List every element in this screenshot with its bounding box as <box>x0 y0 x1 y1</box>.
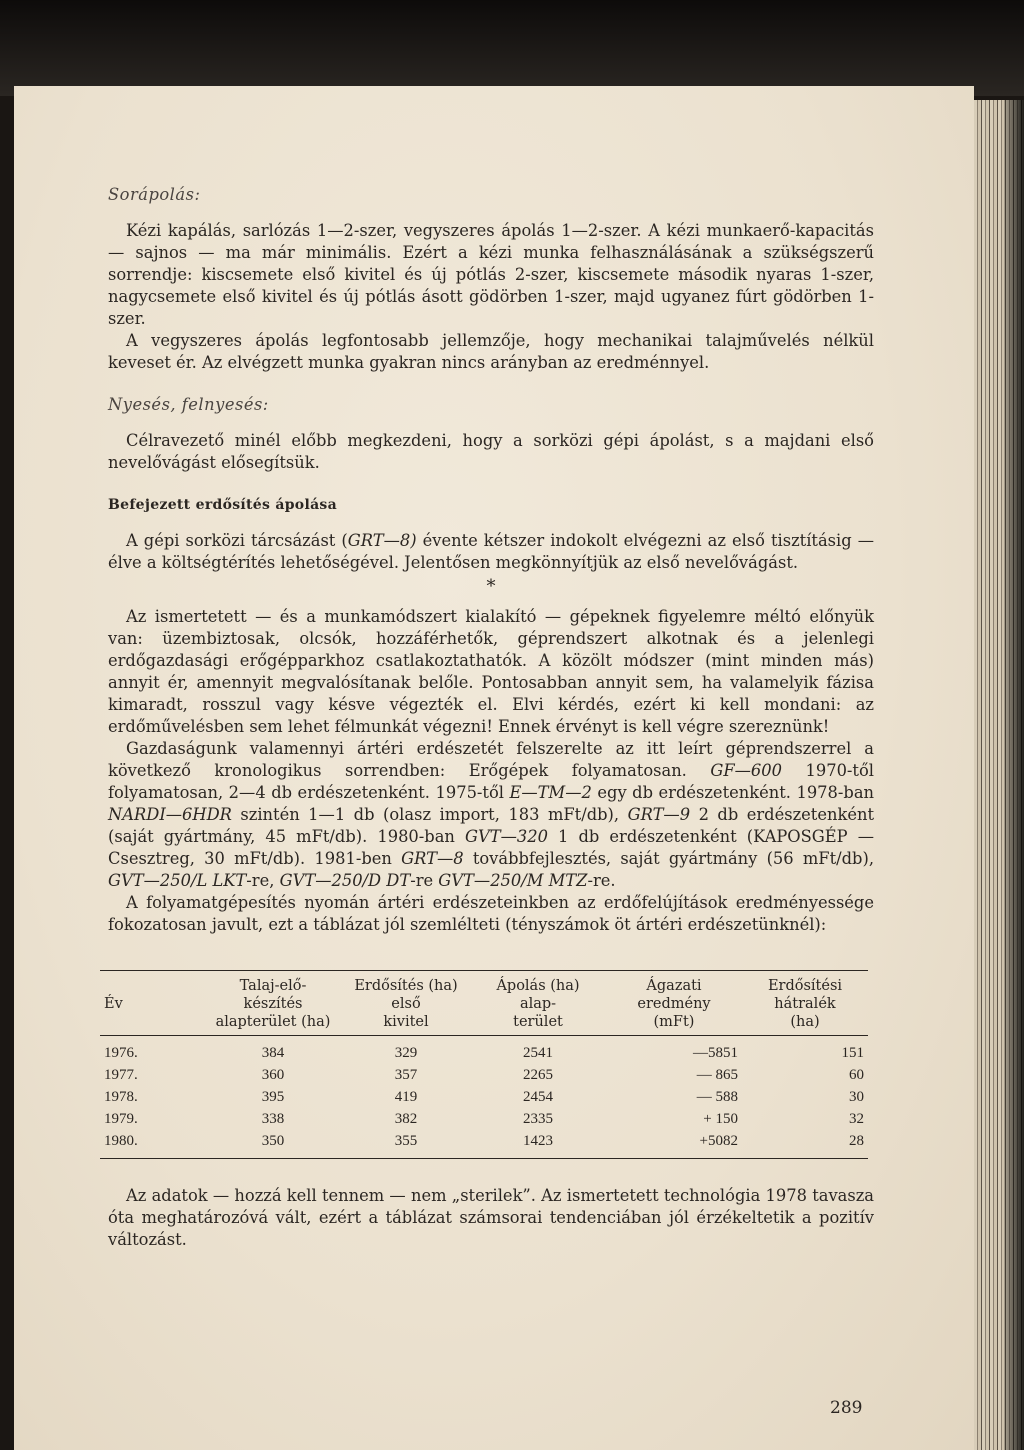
header-ev: Év <box>100 971 204 1032</box>
text-segment: évente kétszer indokolt elvégezni az első tisztításig — élve a költségtérítés lehetőségével. Jelentősen megkönnyítjük az első nevelővágást. <box>108 531 874 572</box>
heading-sorapolas: Sorápolás: <box>108 185 201 204</box>
text-segment: -re <box>410 871 439 890</box>
cell-erdosites: 329 <box>394 1045 418 1061</box>
section-divider-asterisk: * <box>486 576 496 597</box>
cell-apolas: 2265 <box>523 1067 553 1083</box>
text-segment: szintén 1—1 db (olasz import, 183 mFt/db), <box>231 805 628 824</box>
header-hatralek: Erdősítési hátralék (ha) <box>742 971 868 1032</box>
cell-agazati: + 150 <box>703 1111 738 1127</box>
paragraph-sorapolas-2: A vegyszeres ápolás legfontosabb jellemzője, hogy mechanikai talajművelés nélkül keveset ér. Az elvégzett munka gyakran nincs arányban az eredménnyel. <box>108 331 874 372</box>
machine-model: GRT—8 <box>401 849 464 868</box>
cell-talaj: 350 <box>204 1130 342 1159</box>
table-row <box>100 1130 868 1159</box>
paragraph-sorapolas-1: Kézi kapálás, sarlózás 1—2-szer, vegyszeres ápolás 1—2-szer. A kézi munkaerő-kapacitás — sajnos — ma már minimális. Ezért a kézi munka felhasználásának a szükségszerű sorrendje: kiscsemete első kivitel és új pótlás 2-szer, kiscsemete második nyaras 1-szer, nagycsemete első kivitel és új pótlás ásott gödörben 1-szer, majd ugyanez fúrt gödörben 1-szer. <box>108 221 874 328</box>
table-row <box>100 1064 868 1086</box>
book-edge-shadow <box>1004 100 1024 1450</box>
machine-model: GVT—250/M MTZ <box>438 871 588 890</box>
cell-talaj: 338 <box>261 1111 285 1127</box>
paragraph-ismertetett: Az ismertetett — és a munkamódszert kialakító — gépeknek figyelemre méltó előnyük van: üzembiztosak, olcsók, hozzáférhetők, géprendszert alkotnak és a jelenlegi erdőgazdasági erőgépparkhoz csatlakoztathatók. A közölt módszer (mint minden más) annyit ér, amennyit megvalósítanak belőle. Pontosabban annyit sem, ha valamelyik fázisa kimaradt, rosszul vagy késve végezték el. Elvi kérdés, ezért ki kell mondani: az erdőművelésben sem lehet félmunkát végezni! Ennek érvényt is kell végre szereznünk! <box>108 607 874 736</box>
cell-agazati: —5851 <box>693 1045 738 1061</box>
results-table <box>100 970 868 1159</box>
cell-hatralek: 60 <box>849 1067 864 1083</box>
cell-talaj: 395 <box>261 1089 285 1105</box>
cell-erdosites: 357 <box>394 1067 418 1083</box>
cell-apolas: 2335 <box>523 1111 553 1127</box>
page-content <box>104 184 875 1251</box>
machine-model: GVT—250/D DT <box>279 871 411 890</box>
cell-year: 1976. <box>104 1045 138 1061</box>
text-segment: 1 db erdészetenként (KAPOSGÉP — Csesztreg, 30 mFt/db). 1981-ben <box>108 827 874 868</box>
text-segment: A gépi sorközi tárcsázást ( <box>126 531 348 550</box>
table-row <box>100 1036 868 1065</box>
cell-year: 1979. <box>104 1111 138 1127</box>
header-erdosites: Erdősítés (ha) első kivitel <box>342 971 470 1032</box>
cell-agazati: — 588 <box>696 1089 738 1105</box>
cell-talaj: 360 <box>261 1067 285 1083</box>
cell-year: 1977. <box>104 1067 138 1083</box>
machine-model: GRT—9 <box>627 805 691 824</box>
cell-hatralek: 32 <box>849 1111 864 1127</box>
cell-hatralek: 28 <box>742 1130 868 1159</box>
machine-model: GVT—320 <box>465 827 548 846</box>
cell-apolas: 1423 <box>470 1130 606 1159</box>
scan-background-top <box>0 0 1024 96</box>
cell-hatralek: 30 <box>849 1089 864 1105</box>
cell-year: 1978. <box>104 1089 138 1105</box>
text-segment: -re, <box>246 871 280 890</box>
text-segment: továbbfejlesztés, saját gyártmány (56 mFt/db), <box>463 849 874 868</box>
header-talaj: Talaj-elő- készítés alapterület (ha) <box>204 971 342 1032</box>
paragraph-closing: Az adatok — hozzá kell tennem — nem „sterilek”. Az ismertetett technológia 1978 tavasza óta meghatározóvá vált, ezért a táblázat számsorai tendenciában jól érzékeltetik a pozitív változást. <box>108 1186 874 1249</box>
cell-erdosites: 419 <box>394 1089 418 1105</box>
paragraph-gazdasag <box>108 738 874 892</box>
table-row <box>100 1108 868 1130</box>
cell-talaj: 384 <box>261 1045 285 1061</box>
page-number: 289 <box>830 1398 863 1418</box>
paragraph-folyamat: A folyamatgépesítés nyomán ártéri erdészeteinkben az erdőfelújítások eredményessége fokozatosan javult, ezt a táblázat jól szemlélteti (tényszámok öt ártéri erdészetünknél): <box>108 893 874 934</box>
paragraph-nyeses: Célravezető minél előbb megkezdeni, hogy a sorközi gépi ápolást, s a majdani első nevelővágást elősegítsük. <box>108 431 874 472</box>
cell-erdosites: 382 <box>394 1111 418 1127</box>
text-segment: Gazdaságunk valamennyi ártéri erdészetét felszerelte az itt leírt géprendszerrel a következő kronologikus sorrendben: Erőgépek folyamatosan. <box>108 739 874 780</box>
heading-befejezett: Befejezett erdősítés ápolása <box>108 497 337 513</box>
cell-erdosites: 355 <box>342 1130 470 1159</box>
cell-apolas: 2541 <box>523 1045 553 1061</box>
machine-model: E—TM—2 <box>509 783 592 802</box>
cell-year: 1980. <box>100 1130 204 1159</box>
paragraph-befejezett <box>108 530 874 574</box>
header-apolas: Ápolás (ha) alap- terület <box>470 971 606 1032</box>
machine-model: GRT—8) <box>347 531 417 550</box>
text-segment: egy db erdészetenként. 1978-ban <box>591 783 875 802</box>
machine-model: NARDI—6HDR <box>108 805 232 824</box>
header-agazati: Ágazati eredmény (mFt) <box>606 971 742 1032</box>
cell-apolas: 2454 <box>523 1089 553 1105</box>
text-segment: 2 db erdészetenként (saját gyártmány, 45 mFt/db). 1980-ban <box>108 805 875 846</box>
table-row <box>100 1086 868 1108</box>
heading-nyeses: Nyesés, felnyesés: <box>108 395 269 414</box>
text-segment: 1970-től folyamatosan, 2—4 db erdészetenként. 1975-től <box>108 761 874 802</box>
cell-hatralek: 151 <box>841 1045 864 1061</box>
text-segment: -re. <box>587 871 616 890</box>
cell-agazati: +5082 <box>606 1130 742 1159</box>
machine-model: GVT—250/L LKT <box>108 871 247 890</box>
cell-agazati: — 865 <box>696 1067 738 1083</box>
machine-model: GF—600 <box>710 761 783 780</box>
